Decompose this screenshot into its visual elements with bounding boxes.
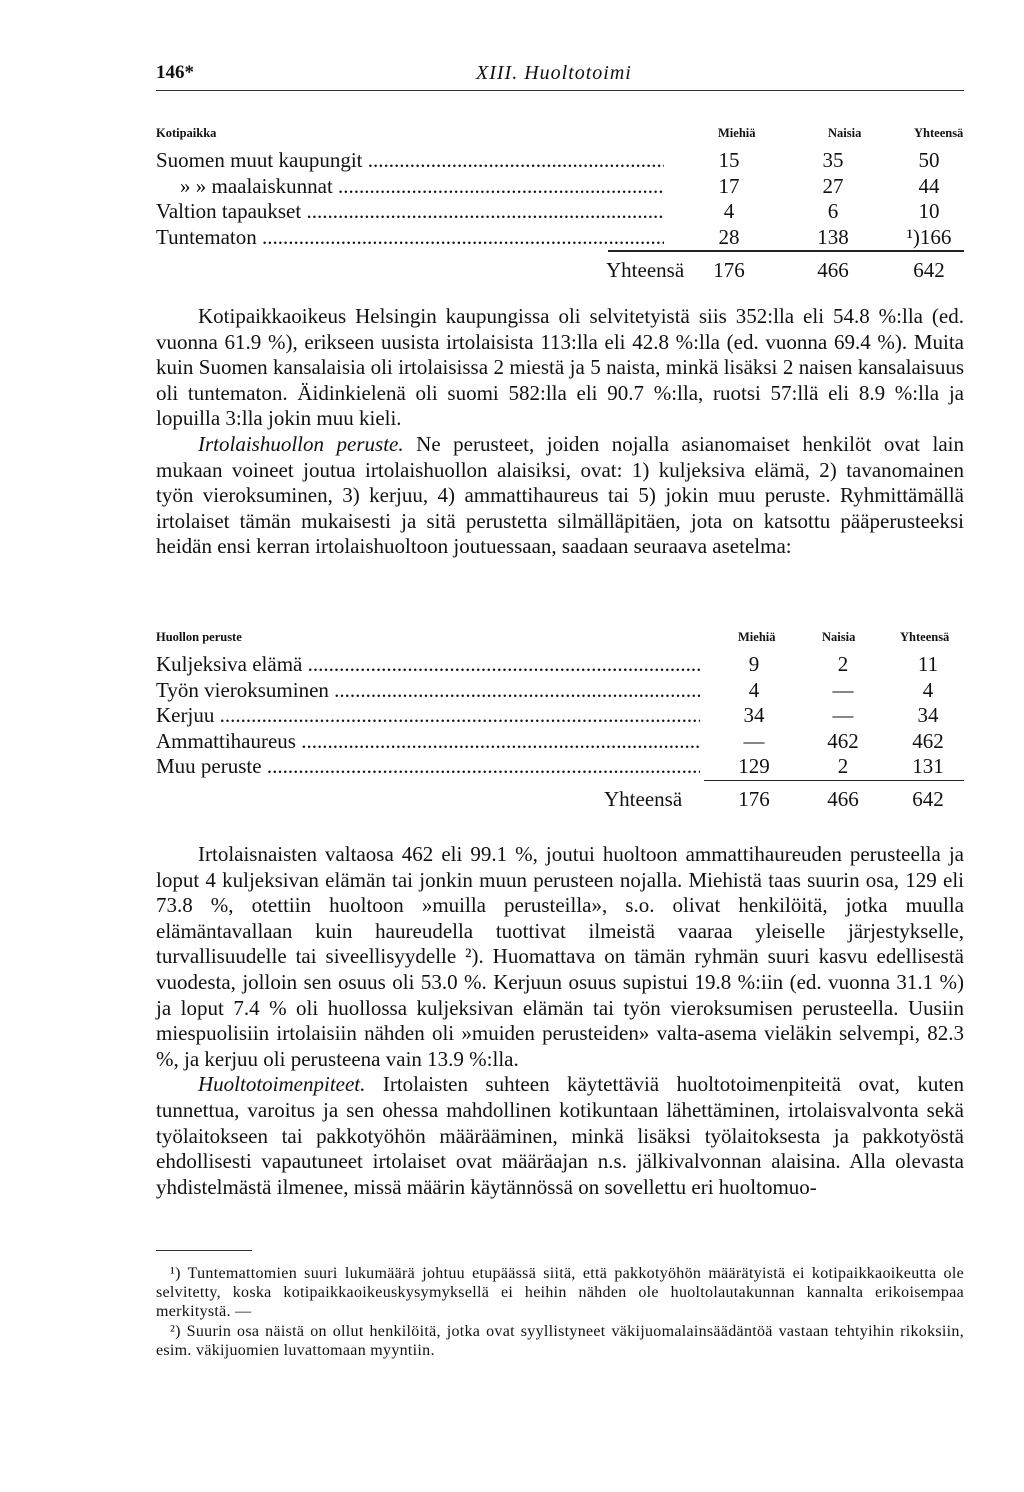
footnotes: [156, 1264, 964, 1360]
cell-total: 462: [912, 728, 944, 753]
chapter-title: XIII. Huoltotoimi: [476, 62, 632, 84]
paragraph-text: Ne perusteet, joiden nojalla asianomaiset henkilöt ovat lain mukaan voineet joutua irtolaishuollon alaisiksi, ovat: 1) kuljeksiva elämä, 2) tavanomainen työn vieroksuminen, 3) kerjuu, 4) ammattihaureus tai 5) jokin muu peruste. Ryhmittämällä irtolaiset tämän mukaisesti ja sitä perustetta silmälläpitäen, jota on katsottu pääperusteeksi heidän ensi kerran irtolaishuoltoon joutuessaan, saadaan seuraava asetelma:: [156, 431, 964, 559]
cell-men: 9: [748, 652, 760, 676]
page-number: 146*: [156, 62, 194, 83]
cell-men: —: [743, 728, 765, 753]
total-all: 642: [912, 787, 944, 811]
cell-women: 6: [827, 199, 839, 223]
row-label: Kuljeksiva elämä: [156, 652, 303, 676]
col-header-men: Miehiä: [718, 126, 756, 140]
footnote: ²) Suurin osa näistä on ollut henkilöitä, jotka ovat syyllistyneet väkijuomalainsäädäntöä vastaan tehtyihin rikoksiin, esim. väkijuomien luvattomaan myyntiin.: [156, 1322, 964, 1359]
table-header: [156, 630, 964, 652]
cell-women: 2: [837, 652, 849, 676]
total-men: 176: [738, 787, 770, 811]
table-row: [156, 199, 964, 225]
cell-men: 28: [718, 224, 740, 249]
row-label: » » maalaiskunnat: [156, 174, 333, 198]
table-row: [156, 678, 964, 704]
cell-women: 27: [822, 173, 844, 198]
col-header-total: Yhteensä: [900, 630, 950, 644]
page-header: [156, 62, 964, 88]
total-all: 642: [913, 257, 945, 282]
table-total-row: [156, 781, 964, 815]
paragraph: [156, 432, 964, 560]
cell-total: 4: [922, 677, 934, 702]
cell-men: 4: [748, 677, 760, 702]
body-text-lower: [156, 842, 964, 1200]
table-row: [156, 148, 964, 174]
paragraph: [156, 1072, 964, 1200]
cell-total: 50: [918, 148, 940, 172]
paragraph-text: Irtolaisten suhteen käytettäviä huoltotoimenpiteitä ovat, kuten tunnettua, varoitus ja sen ohessa mahdollinen kotikuntaan lähettäminen, irtolaisvalvonta sekä työlaitokseen tai pakkotyöhön määrääminen, minkä lisäksi työlaitoksesta ja pakkotyöstä ehdollisesti vapautuneet irtolaiset ovat määräajan n.s. jälkivalvonnan alaisina. Alla olevasta yhdistelmästä ilmenee, missä määrin käytännössä on sovellettu eri huoltomuo-: [156, 1072, 964, 1199]
cell-women: 35: [822, 148, 844, 172]
section-heading: Irtolaishuollon peruste.: [198, 431, 404, 456]
total-women: 466: [817, 257, 849, 282]
cell-women: 138: [817, 224, 849, 249]
col-header-peruste: Huollon peruste: [156, 630, 242, 644]
table-row: [156, 729, 964, 755]
cell-total: 11: [917, 652, 939, 676]
header-rule: [156, 90, 964, 91]
cell-women: 462: [827, 728, 859, 753]
table-row: [156, 652, 964, 678]
table-total-row: [156, 252, 964, 286]
cell-men: 129: [738, 754, 770, 778]
table-row: [156, 754, 964, 780]
cell-total: 10: [918, 199, 940, 223]
grounds-table: [156, 630, 964, 815]
row-label: Tuntematon: [156, 224, 257, 249]
section-heading: Huoltotoimenpiteet.: [198, 1072, 366, 1097]
footnote: ¹) Tuntemattomien suuri lukumäärä johtuu etupäässä siitä, että pakkotyöhön määrätyistä ei kotipaikkaoikeutta ole selvitetty, koska kotipaikkaoikeuskysymyksellä ei heihin nähden ole huoltolautakunnan kannalta erikoisempaa merkitystä. —: [156, 1265, 964, 1321]
table-header: [156, 126, 964, 148]
table-row: [156, 174, 964, 200]
row-label: Valtion tapaukset: [156, 199, 302, 223]
total-label: Yhteensä: [604, 787, 683, 811]
cell-total: 34: [917, 703, 939, 727]
total-women: 466: [827, 787, 859, 811]
cell-total: 44: [918, 173, 940, 198]
cell-men: 4: [723, 199, 735, 223]
row-label: Muu peruste: [156, 754, 262, 778]
table-row: [156, 225, 964, 251]
row-label: Kerjuu: [156, 703, 215, 727]
total-men: 176: [713, 257, 745, 282]
table-row: [156, 703, 964, 729]
footnote-rule: [156, 1250, 252, 1251]
cell-women: 2: [837, 754, 849, 778]
total-label: Yhteensä: [606, 257, 685, 282]
cell-total: ¹)166: [906, 224, 952, 249]
col-header-women: Naisia: [828, 126, 862, 140]
row-label: Työn vieroksuminen: [156, 677, 329, 702]
col-header-women: Naisia: [822, 630, 856, 644]
cell-men: 34: [743, 703, 765, 727]
domicile-table: [156, 126, 964, 286]
cell-women: —: [832, 677, 854, 702]
body-text-upper: [156, 304, 964, 560]
cell-women: —: [832, 703, 854, 727]
cell-men: 15: [718, 148, 740, 172]
cell-total: 131: [912, 754, 944, 778]
row-label: Suomen muut kaupungit: [156, 148, 363, 172]
paragraph: Irtolaisnaisten valtaosa 462 eli 99.1 %, joutui huoltoon ammattihaureuden perusteella ja loput 4 kuljeksivan elämän tai jonkin muun perusteen nojalla. Miehistä taas suurin osa, 129 eli 73.8 %, otettiin huoltoon »muilla perusteilla», s.o. olivat henkilöitä, jotka muulla elämäntavallaan kuin haureudella tuottivat ilmeistä vaaraa yleiselle järjestykselle, turvallisuudelle tai siveellisyydelle ²). Huomattava on tämän ryhmän suuri kasvu edellisestä vuodesta, jolloin sen osuus oli 53.0 %. Kerjuun osuus supistui 19.8 %:iin (ed. vuonna 31.1 %) ja loput 7.4 % oli huollossa kuljeksivan elämän tai työn vieroksumisen perusteella. Uusiin miespuolisiin irtolaisiin nähden oli »muiden perusteiden» valta-asema vieläkin selvempi, 82.3 %, ja kerjuu oli perusteena vain 13.9 %:lla.: [156, 842, 964, 1071]
col-header-men: Miehiä: [738, 630, 776, 644]
col-header-kotipaikka: Kotipaikka: [156, 126, 217, 140]
col-header-total: Yhteensä: [914, 126, 964, 140]
paragraph: Kotipaikkaoikeus Helsingin kaupungissa oli selvitetyistä siis 352:lla eli 54.8 %:lla (ed. vuonna 61.9 %), erikseen uusista irtolaisista 113:lla eli 42.8 %:lla (ed. vuonna 69.4 %). Muita kuin Suomen kansalaisia oli irtolaisissa 2 miestä ja 5 naista, minkä lisäksi 2 naisen kansalaisuus oli tuntematon. Äidinkielenä oli suomi 582:lla eli 90.7 %:lla, ruotsi 57:llä eli 8.9 %:lla ja lopuilla 3:lla jokin muu kieli.: [156, 304, 964, 431]
cell-men: 17: [718, 173, 740, 198]
row-label: Ammattihaureus: [156, 728, 296, 753]
